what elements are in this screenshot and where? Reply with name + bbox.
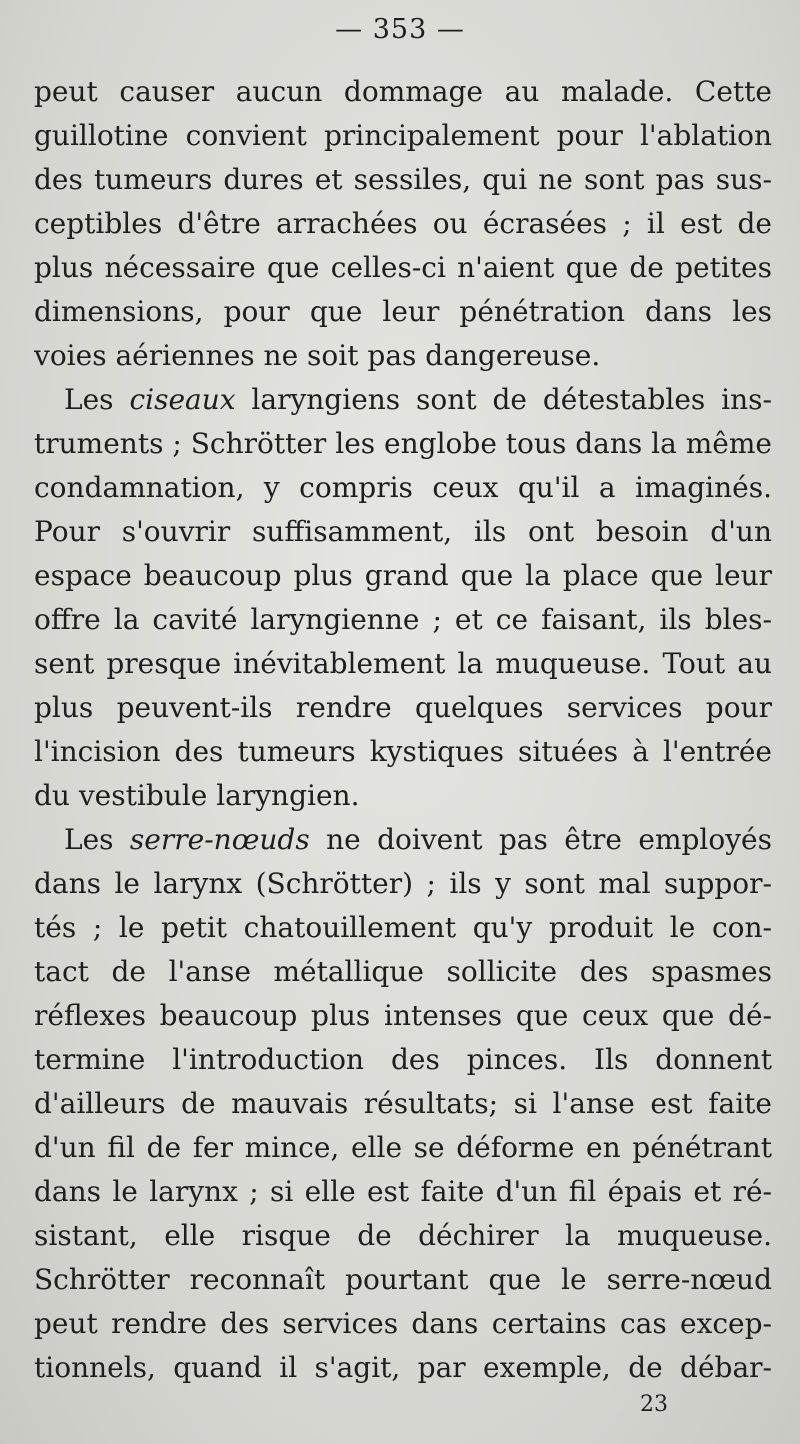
italic-term: ciseaux	[129, 383, 236, 416]
text-line: dans le larynx ; si elle est faite d'un fil épais et ré-	[34, 1175, 772, 1208]
line-suffix: laryngiens sont de détestables ins-	[235, 383, 773, 416]
text-line: dans le larynx (Schrötter) ; ils y sont mal suppor-	[34, 867, 772, 900]
text-line: plus nécessaire que celles-ci n'aient que de petites	[34, 251, 772, 284]
text-line: peut rendre des services dans certains cas excep-	[34, 1307, 772, 1340]
line-prefix: Les	[64, 823, 130, 856]
paragraph-start-line	[34, 818, 772, 862]
text-line: peut causer aucun dommage au malade. Cette	[34, 75, 772, 108]
text-line: Pour s'ouvrir suffisamment, ils ont besoin d'un	[34, 515, 772, 548]
text-line: sistant, elle risque de déchirer la muqueuse.	[34, 1219, 772, 1252]
line-prefix: Les	[64, 383, 130, 416]
signature-mark: 23	[640, 1392, 668, 1417]
text-line: guillotine convient principalement pour l'ablation	[34, 119, 772, 152]
text-line: l'incision des tumeurs kystiques situées à l'entrée	[34, 735, 772, 768]
text-line: truments ; Schrötter les englobe tous dans la même	[34, 427, 772, 460]
text-line: tact de l'anse métallique sollicite des spasmes	[34, 955, 772, 988]
paragraph-start-line	[34, 378, 772, 422]
text-line: Schrötter reconnaît pourtant que le serre-nœud	[34, 1263, 772, 1296]
text-line: d'ailleurs de mauvais résultats; si l'anse est faite	[34, 1087, 772, 1120]
text-line: des tumeurs dures et sessiles, qui ne sont pas sus-	[34, 163, 772, 196]
line-suffix: ne doivent pas être employés	[309, 823, 772, 856]
page-number: — 353 —	[335, 14, 465, 45]
text-line: dimensions, pour que leur pénétration dans les	[34, 295, 772, 328]
text-line: sent presque inévitablement la muqueuse. Tout au	[34, 647, 772, 680]
text-line: voies aériennes ne soit pas dangereuse.	[34, 339, 601, 372]
italic-term: serre-nœuds	[129, 823, 310, 856]
text-line: d'un fil de fer mince, elle se déforme en pénétrant	[34, 1131, 772, 1164]
text-line: termine l'introduction des pinces. Ils donnent	[34, 1043, 772, 1076]
text-line: ceptibles d'être arrachées ou écrasées ; il est de	[34, 207, 772, 240]
text-line: condamnation, y compris ceux qu'il a imaginés.	[34, 471, 772, 504]
text-line: plus peuvent-ils rendre quelques services pour	[34, 691, 772, 724]
text-line: réflexes beaucoup plus intenses que ceux que dé-	[34, 999, 772, 1032]
text-line: offre la cavité laryngienne ; et ce faisant, ils bles-	[34, 603, 772, 636]
text-line: espace beaucoup plus grand que la place que leur	[34, 559, 772, 592]
text-line: du vestibule laryngien.	[34, 779, 360, 812]
text-line: tionnels, quand il s'agit, par exemple, de débar-	[34, 1351, 772, 1384]
body-text	[34, 70, 772, 1390]
text-line: tés ; le petit chatouillement qu'y produit le con-	[34, 911, 772, 944]
